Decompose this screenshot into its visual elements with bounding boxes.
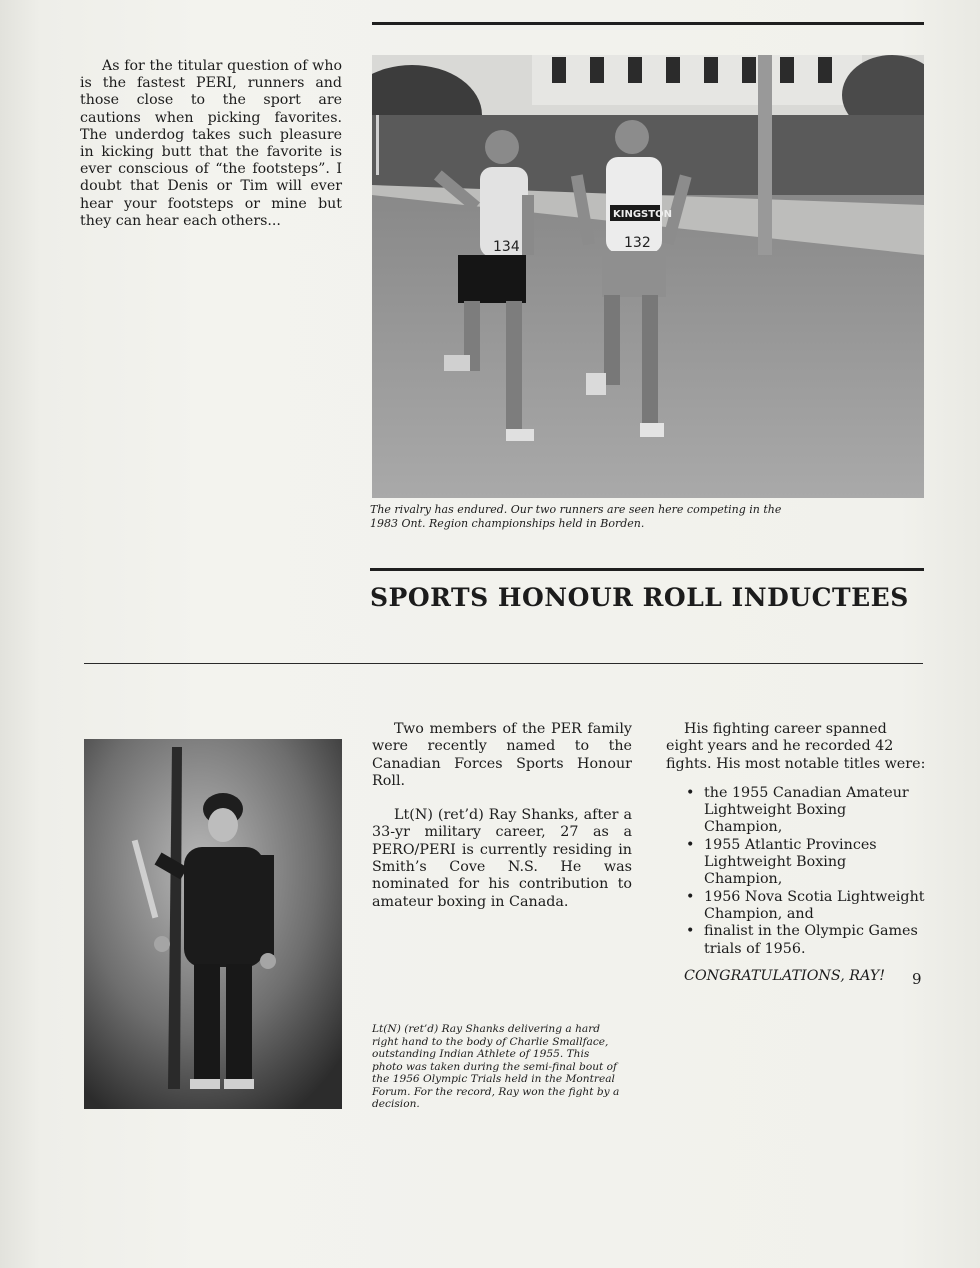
list-item-text: 1956 Nova Scotia Lightweight Champion, and (704, 888, 925, 922)
titles-list (666, 785, 928, 958)
runner-singlet-text: KINGSTON (613, 209, 672, 220)
section-heading: SPORTS HONOUR ROLL INDUCTEES (370, 583, 909, 612)
middle-column (372, 721, 632, 928)
runners-photo-caption: The rivalry has endured. Our two runners are seen here competing in the 1983 Ont. Region championships held in Borden. (370, 503, 782, 530)
right-bib-number: 132 (624, 235, 651, 251)
right-column (666, 721, 928, 985)
intro-paragraph: As for the titular question of who is the fastest PERI, runners and those close to the sport are cautions when picking favorites. The underdog takes such pleasure in kicking butt that the favorite is ever conscious of “the footsteps”. I doubt that Denis or Tim will ever hear your footsteps or mine but they can hear each others... (80, 58, 342, 229)
list-item-text: the 1955 Canadian Amateur Lightweight Boxing Champion, (704, 784, 909, 836)
right-lead-paragraph: His fighting career spanned eight years and he recorded 42 fights. His most notable titles were: (666, 721, 926, 772)
bullet-icon: • (686, 784, 695, 801)
athlete-portrait-photo (84, 739, 342, 1109)
list-item (666, 837, 928, 889)
congratulations-line: CONGRATULATIONS, RAY! (684, 967, 886, 984)
bullet-icon: • (686, 888, 695, 905)
middle-paragraph-1: Two members of the PER family were recently named to the Canadian Forces Sports Honour Roll. (372, 721, 632, 789)
intro-text-block (80, 58, 342, 230)
list-item-text: finalist in the Olympic Games trials of 1956. (704, 923, 918, 957)
list-item (666, 785, 928, 837)
list-item (666, 889, 928, 924)
top-rule (372, 22, 924, 25)
portrait-photo-caption: Lt(N) (ret’d) Ray Shanks delivering a hard right hand to the body of Charlie Smallface, outstanding Indian Athlete of 1955. This photo was taken during the semi-final bout of the 1956 Olympic Trials held in the Montreal Forum. For the record, Ray won the fight by a decision. (372, 1023, 620, 1110)
left-bib-number: 134 (493, 239, 520, 255)
heading-rule-bottom (84, 663, 923, 664)
list-item-text: 1955 Atlantic Provinces Lightweight Boxing Champion, (704, 836, 877, 888)
list-item (666, 923, 928, 958)
page-number: 9 (912, 970, 922, 988)
bullet-icon: • (686, 923, 695, 940)
bullet-icon: • (686, 836, 695, 853)
runners-photo (372, 55, 924, 498)
heading-rule-top (370, 568, 924, 571)
middle-paragraph-2: Lt(N) (ret’d) Ray Shanks, after a 33-yr military career, 27 as a PERO/PERI is currently residing in Smith’s Cove N.S. He was nominated for his contribution to amateur boxing in Canada. (372, 807, 632, 910)
